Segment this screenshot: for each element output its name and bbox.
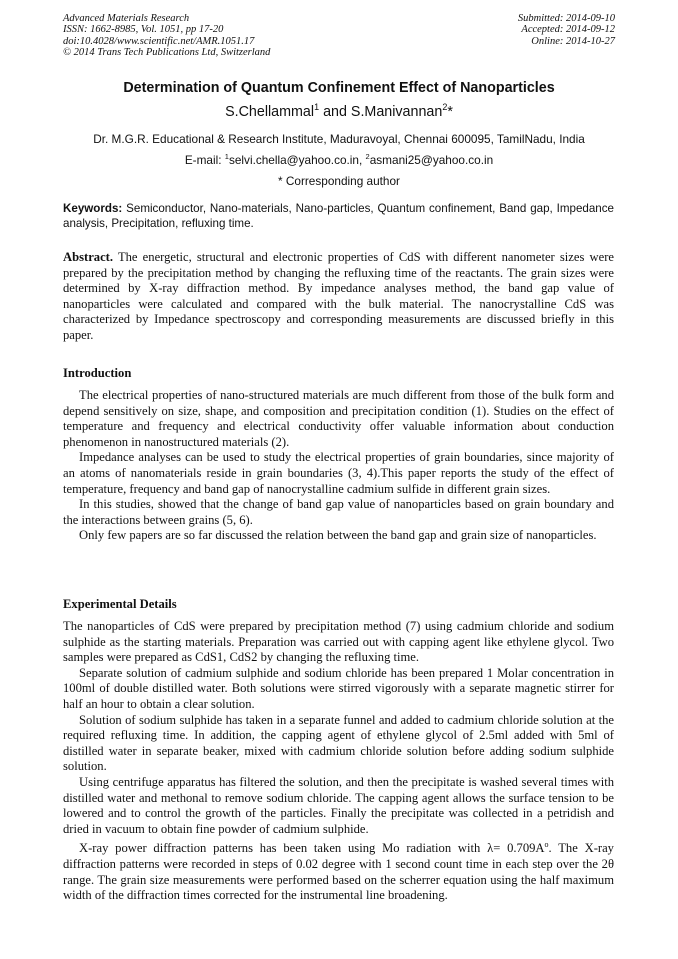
exp-paragraph: The nanoparticles of CdS were prepared by precipitation method (7) using cadmium chloride and sodium sulphide as the starting materials. Preparation was carried out with capping agent like ethylene glycol. Two samples were prepared as CdS1, CdS2 by changing the refluxing time. xyxy=(63,619,614,665)
publication-dates xyxy=(518,13,615,47)
intro-paragraph: Only few papers are so far discussed the relation between the band gap and grain size of nanoparticles. xyxy=(79,528,597,543)
email-label: E-mail: xyxy=(184,152,225,167)
author-2-affiliation-mark: 2 xyxy=(442,102,448,112)
intro-paragraph: Impedance analyses can be used to study the electrical properties of grain boundaries, since majority of an atoms of nanomaterials reside in grain boundaries (3, 4).This paper reports the study of the effect of temperature, frequency and band gap of nanocrystalline cadmium sulfide in different grain sizes. xyxy=(63,450,614,496)
email-line xyxy=(0,152,678,167)
intro-paragraph: The electrical properties of nano-structured materials are much different from those of the bulk form and depend sensitively on size, shape, and composition and precipitation condition (1). Studies on the effect of temperature and frequency and electrical conductivity offer valuable information about conduction phenomenon in nanostructured materials (2). xyxy=(63,388,614,449)
abstract-text: The energetic, structural and electronic properties of CdS with different nanometer sizes were prepared by the precipitation method by changing the refluxing time of the reactants. The grain sizes were determined by X-ray diffraction method. By impedance analyses method, the band gap value of nanoparticles were calculated and compared with the bulk material. The nanocrystalline CdS was characterized by Impedance spectroscopy and corresponding measurements are discussed briefly in this paper. xyxy=(63,250,614,342)
experimental-body xyxy=(63,619,614,904)
paper-title: Determination of Quantum Confinement Effect of Nanoparticles xyxy=(123,80,555,96)
keywords-text: Semiconductor, Nano-materials, Nano-particles, Quantum confinement, Band gap, Impedance analysis, Precipitation, refluxing time. xyxy=(63,202,614,230)
exp-paragraph: Separate solution of cadmium sulphide and sodium chloride has been prepared 1 Molar concentration in 100ml of double distilled water. Both solutions were stirred vigorously with a separate magnetic stirrer for half an hour to obtain a clear solution. xyxy=(63,665,614,711)
introduction-body xyxy=(63,388,614,544)
keywords xyxy=(63,201,614,231)
abstract xyxy=(63,250,614,344)
experimental-heading: Experimental Details xyxy=(63,597,177,611)
journal-name: Advanced Materials Research xyxy=(63,13,190,24)
abstract-label: Abstract. xyxy=(63,250,114,264)
online-date: Online: 2014-10-27 xyxy=(531,35,615,47)
angstrom-degree-mark: o xyxy=(544,840,549,850)
introduction-heading: Introduction xyxy=(63,366,132,380)
email-2-mark: 2 xyxy=(365,152,370,161)
email-2[interactable]: asmani25@yahoo.co.in xyxy=(369,152,494,167)
journal-issn: ISSN: 1662-8985, Vol. 1051, pp 17-20 xyxy=(63,24,224,36)
corresponding-mark: * xyxy=(447,103,453,120)
exp-paragraph-xray xyxy=(63,837,614,904)
keywords-label: Keywords: xyxy=(63,202,123,215)
corresponding-author-note: * Corresponding author xyxy=(278,174,400,188)
author-1: S.Chellammal xyxy=(225,103,315,120)
email-1[interactable]: selvi.chella@yahoo.co.in, xyxy=(228,152,366,167)
author-1-affiliation-mark: 1 xyxy=(314,102,320,112)
intro-paragraph: In this studies, showed that the change of band gap value of nanoparticles based on grain boundary and the interactions between grains (5, 6). xyxy=(63,497,614,527)
exp-paragraph: Solution of sodium sulphide has taken in a separate funnel and added to cadmium chloride solution at the required refluxing time. In addition, the capping agent of ethylene glycol of 2.5ml added with 5ml of distilled water in separate beaker, mixed with cadmium chloride solution before adding sodium sulphide solution. xyxy=(63,712,614,774)
accepted-date: Accepted: 2014-09-12 xyxy=(521,24,615,36)
email-1-mark: 1 xyxy=(224,152,229,161)
author-2: S.Manivannan xyxy=(350,103,443,120)
journal-doi: doi:10.4028/www.scientific.net/AMR.1051.17 xyxy=(63,35,255,47)
exp-paragraph: Using centrifuge apparatus has filtered the solution, and then the precipitate is washed several times with distilled water and methonal to remove sodium chloride. The capping agent allows the surface tension to be lowered and to control the growth of the particles. Finally the precipitate was collected in a petridish and dried in vacuum to obtain fine powder of cadmium sulphide. xyxy=(63,774,614,836)
submitted-date: Submitted: 2014-09-10 xyxy=(517,13,615,24)
journal-copyright: © 2014 Trans Tech Publications Ltd, Switzerland xyxy=(63,46,271,58)
author-line xyxy=(0,102,678,120)
xray-text-end: . The X-ray diffraction patterns were recorded in steps of 0.02 degree with 1 second count time in each step over the 2θ range. The grain size measurements were performed based on the scherrer equation using the half maximum width of the diffraction times corrected for the instrumental line broadening. xyxy=(63,841,614,903)
journal-info xyxy=(63,13,270,58)
affiliation: Dr. M.G.R. Educational & Research Institute, Maduravoyal, Chennai 600095, TamilNadu, India xyxy=(93,132,585,146)
author-conjunction: and xyxy=(319,103,351,120)
xray-text-start: X-ray power diffraction patterns has been taken using Mo radiation with λ= 0.709A xyxy=(79,841,545,856)
